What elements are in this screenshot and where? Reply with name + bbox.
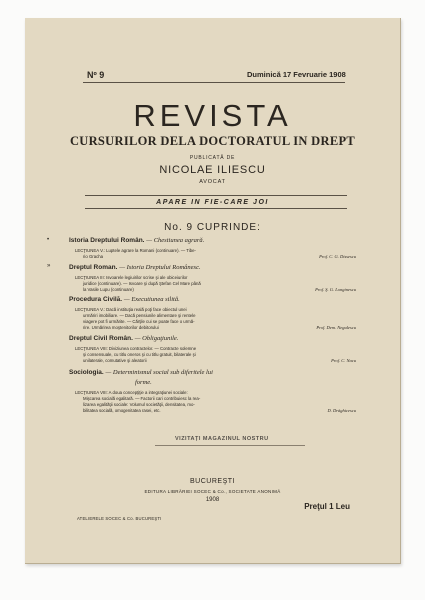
section-subject: — Chestiunea agrară. — [146, 237, 205, 244]
journal-subtitle: CURSURILOR DELA DOCTORATUL IN DREPT — [69, 134, 356, 148]
author-name: NICOLAE ILIESCU — [159, 164, 266, 176]
section-name: Dreptul Roman. — [69, 264, 118, 271]
section-subject: — Istoria Dreptului Românesc. — [119, 264, 201, 271]
section-subject: — Obligaţiunile. — [134, 335, 179, 342]
issue-number: Nº 9 — [87, 70, 105, 80]
contents-heading: No. 9 CUPRINDE: — [164, 222, 261, 233]
professor-name: Prof. C. Nacu — [331, 358, 356, 363]
professor-name: Prof. Ş. G. Longinescu — [315, 287, 356, 292]
price-label: Preţul 1 Leu — [304, 502, 350, 511]
lesson-text: LECŢIUNEA V.: Luptele agrare la Romani (continuare). — Tibe- — [75, 248, 196, 253]
lesson-text-cont: juridice (continuare). — Isvoare şi după Ştefan Cel Mare până — [83, 281, 201, 286]
frequency-rule-bottom — [85, 208, 347, 209]
section-name: Procedura Civilă. — [69, 296, 123, 303]
lesson-text-cont: şi consensuale, cu titlu oneros şi cu titlu gratuit, bilaterale şi — [83, 352, 196, 357]
section-subject-cont — [135, 379, 152, 386]
section-name: Dreptul Civil Român. — [69, 335, 133, 342]
lesson-text-cont: lizarea egalităţii sociale: Volumul societăţii, densitatea, mo- — [83, 402, 195, 407]
section-title — [69, 264, 201, 271]
section-name: Istoria Dreptului Român. — [69, 237, 145, 244]
professor-name: D. Drăghicescu — [327, 408, 356, 413]
lesson-text-cont: Mişcarea socială egalitară. — Factorii cari contribuiesc la rea- — [83, 396, 201, 401]
section-title — [69, 335, 178, 342]
publication-year: 1908 — [205, 497, 220, 503]
stamp-underline — [155, 445, 305, 446]
publication-frequency: APARE IN FIE-CARE JOI — [156, 199, 269, 206]
section-title — [69, 369, 213, 376]
pen-mark-icon: » — [47, 263, 51, 269]
section-subject: — Determinismul social sub diferitele lui — [105, 369, 213, 376]
journal-title: REVISTA — [133, 98, 292, 133]
header-rule — [83, 82, 345, 83]
frequency-rule-top — [85, 195, 347, 196]
lesson-text-cont: viagere pot fi urmărite. — Cărţile cui se poate face o urmă- — [83, 319, 195, 324]
lesson-text-cont: la Vasile Lupu (continuare) — [83, 287, 134, 292]
publisher-name: EDITURA LIBRĂRIEI SOCEC & Co., SOCIETATE ANONIMĂ — [144, 489, 281, 494]
lesson-text-cont: unilaterale, comutative şi aleatorii — [83, 358, 147, 363]
lesson-text-cont: rio Gracha — [83, 254, 104, 259]
professor-name: Prof. Dem. Negulescu — [316, 325, 356, 330]
section-title — [69, 237, 204, 244]
section-subject: forme. — [135, 379, 152, 386]
lesson-text-cont: rire. Urmărirea moştenitorilor debitorului — [83, 325, 159, 330]
lesson-text-cont: bilitatea socială, omogenitatea rasei, etc. — [83, 408, 161, 413]
section-subject: — Executiunea silită. — [123, 296, 180, 303]
lesson-text-cont: urmăriri imobiliare. — Dacă pensiunile alimentare şi rentele — [83, 313, 196, 318]
published-by-label: PUBLICATĂ DE — [189, 155, 236, 161]
lesson-text: LECŢIUNEA VIII: Diviziunea contractelor. — Contracte solemne — [75, 346, 197, 351]
lesson-text: LECŢIUNEA VIII: A doua concepţiţie a integraţiunei sociale: — [75, 390, 188, 395]
issue-date: Duminică 17 Fevruarie 1908 — [247, 70, 346, 79]
printer-name: ATELIERELE SOCEC & Co. BUCUREŞTI — [77, 516, 162, 521]
journal-cover — [25, 18, 401, 564]
author-role: AVOCAT — [199, 179, 226, 185]
publication-city: BUCUREŞTI — [190, 478, 235, 485]
bookshop-stamp: VIZITAȚI MAGAZINUL NOSTRU — [175, 436, 269, 442]
pen-mark-icon: • — [47, 237, 50, 243]
lesson-text: LECŢIUNEA V.: Dacă instituţia reală poţi face obiectul unei — [75, 307, 187, 312]
professor-name: Prof. C. G. Dissescu — [319, 254, 356, 259]
section-title — [69, 296, 180, 303]
lesson-text: LECŢIUNEA III: Isvoarele legiuirilor scrise şi ale obiceiurilor — [75, 275, 188, 280]
section-name: Sociologia. — [69, 369, 104, 376]
